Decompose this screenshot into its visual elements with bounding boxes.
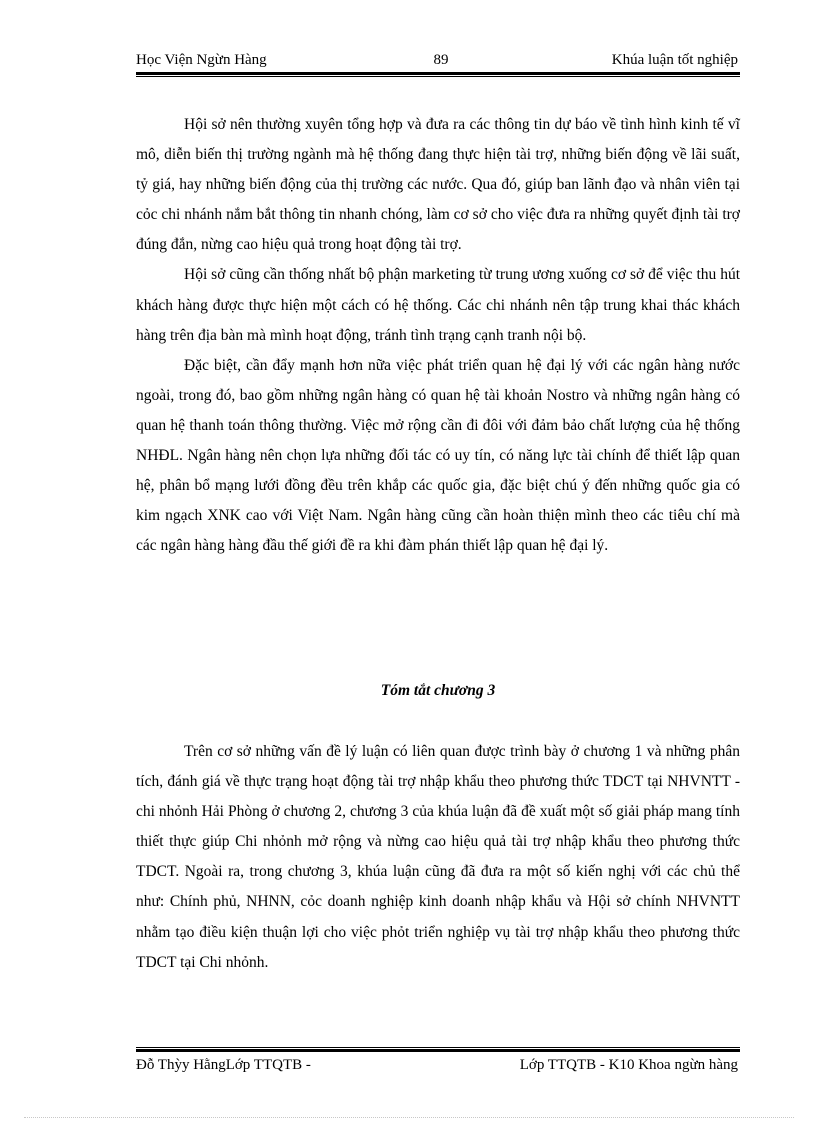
paragraph-marketing-unification: Hội sở cũng cần thống nhất bộ phận marketing từ trung ương xuống cơ sở để việc thu hút khách hàng được thực hiện một cách có hệ thống. Các chi nhánh nên tập trung khai thác khách hàng trên địa bàn mà mình hoạt động, tránh tình trạng cạnh tranh nội bộ. bbox=[136, 266, 740, 344]
body-content bbox=[136, 110, 740, 561]
footer-class-department: Lớp TTQTB - K10 Khoa ngừn hàng bbox=[519, 1057, 738, 1073]
paragraph-market-information: Hội sở nên thường xuyên tổng hợp và đưa ra các thông tin dự báo về tình hình kinh tế vĩ mô, diễn biến thị trường ngành mà hệ thống đang thực hiện tài trợ, những biến động về lãi suất, tỷ giá, hay những biến động của thị trường các nước. Qua đó, giúp ban lãnh đạo và nhân viên tại cỏc chi nhánh nắm bắt thông tin nhanh chóng, làm cơ sở cho việc đưa ra những quyết định tài trợ đúng đắn, nừng cao hiệu quả trong hoạt động tài trợ. bbox=[136, 116, 740, 254]
footer-author: Đỗ Thỳy HằngLớp TTQTB - bbox=[136, 1057, 311, 1073]
header-divider bbox=[136, 72, 740, 77]
page-footer bbox=[136, 1056, 740, 1076]
header-institution: Học Viện Ngừn Hàng bbox=[136, 52, 267, 68]
footer-divider bbox=[136, 1047, 740, 1052]
page-bottom-edge bbox=[24, 1117, 794, 1118]
header-document-type: Khúa luận tốt nghiệp bbox=[611, 52, 738, 68]
summary-paragraph: Trên cơ sở những vấn đề lý luận có liên quan được trình bày ở chương 1 và những phân tích, đánh giá về thực trạng hoạt động tài trợ nhập khẩu theo phương thức TDCT tại NHVNTT - chi nhỏnh Hải Phòng ở chương 2, chương 3 của khúa luận đã đề xuất một số giải pháp mang tính thiết thực giúp Chi nhỏnh mở rộng và nừng cao hiệu quả tài trợ nhập khẩu theo phương thức TDCT. Ngoài ra, trong chương 3, khúa luận cũng đã đưa ra một số kiến nghị với các chủ thể như: Chính phủ, NHNN, cỏc doanh nghiệp kinh doanh nhập khẩu và Hội sở chính NHVNTT nhằm tạo điều kiện thuận lợi cho việc phỏt triển nghiệp vụ tài trợ nhập khẩu theo phương thức TDCT tại Chi nhỏnh. bbox=[136, 743, 740, 971]
page-number: 89 bbox=[433, 52, 449, 68]
page-header bbox=[136, 50, 740, 74]
chapter-summary bbox=[136, 737, 740, 978]
paragraph-correspondent-banking: Đặc biệt, cần đẩy mạnh hơn nữa việc phát triển quan hệ đại lý với các ngân hàng nước ngoài, trong đó, bao gồm những ngân hàng có quan hệ tài khoản Nostro và những ngân hàng có quan hệ thanh toán thông thường. Việc mở rộng cần đi đôi với đảm bảo chất lượng của hệ thống NHĐL. Ngân hàng nên chọn lựa những đối tác có uy tín, có năng lực tài chính để thiết lập quan hệ, phân bổ mạng lưới đồng đều trên khắp các quốc gia, đặc biệt chú ý đến những quốc gia có kim ngạch XNK cao với Việt Nam. Ngân hàng cũng cần hoàn thiện mình theo các tiêu chí mà các ngân hàng hàng đầu thế giới đề ra khi đàm phán thiết lập quan hệ đại lý. bbox=[136, 356, 740, 555]
section-title: Tóm tắt chương 3 bbox=[380, 682, 496, 699]
